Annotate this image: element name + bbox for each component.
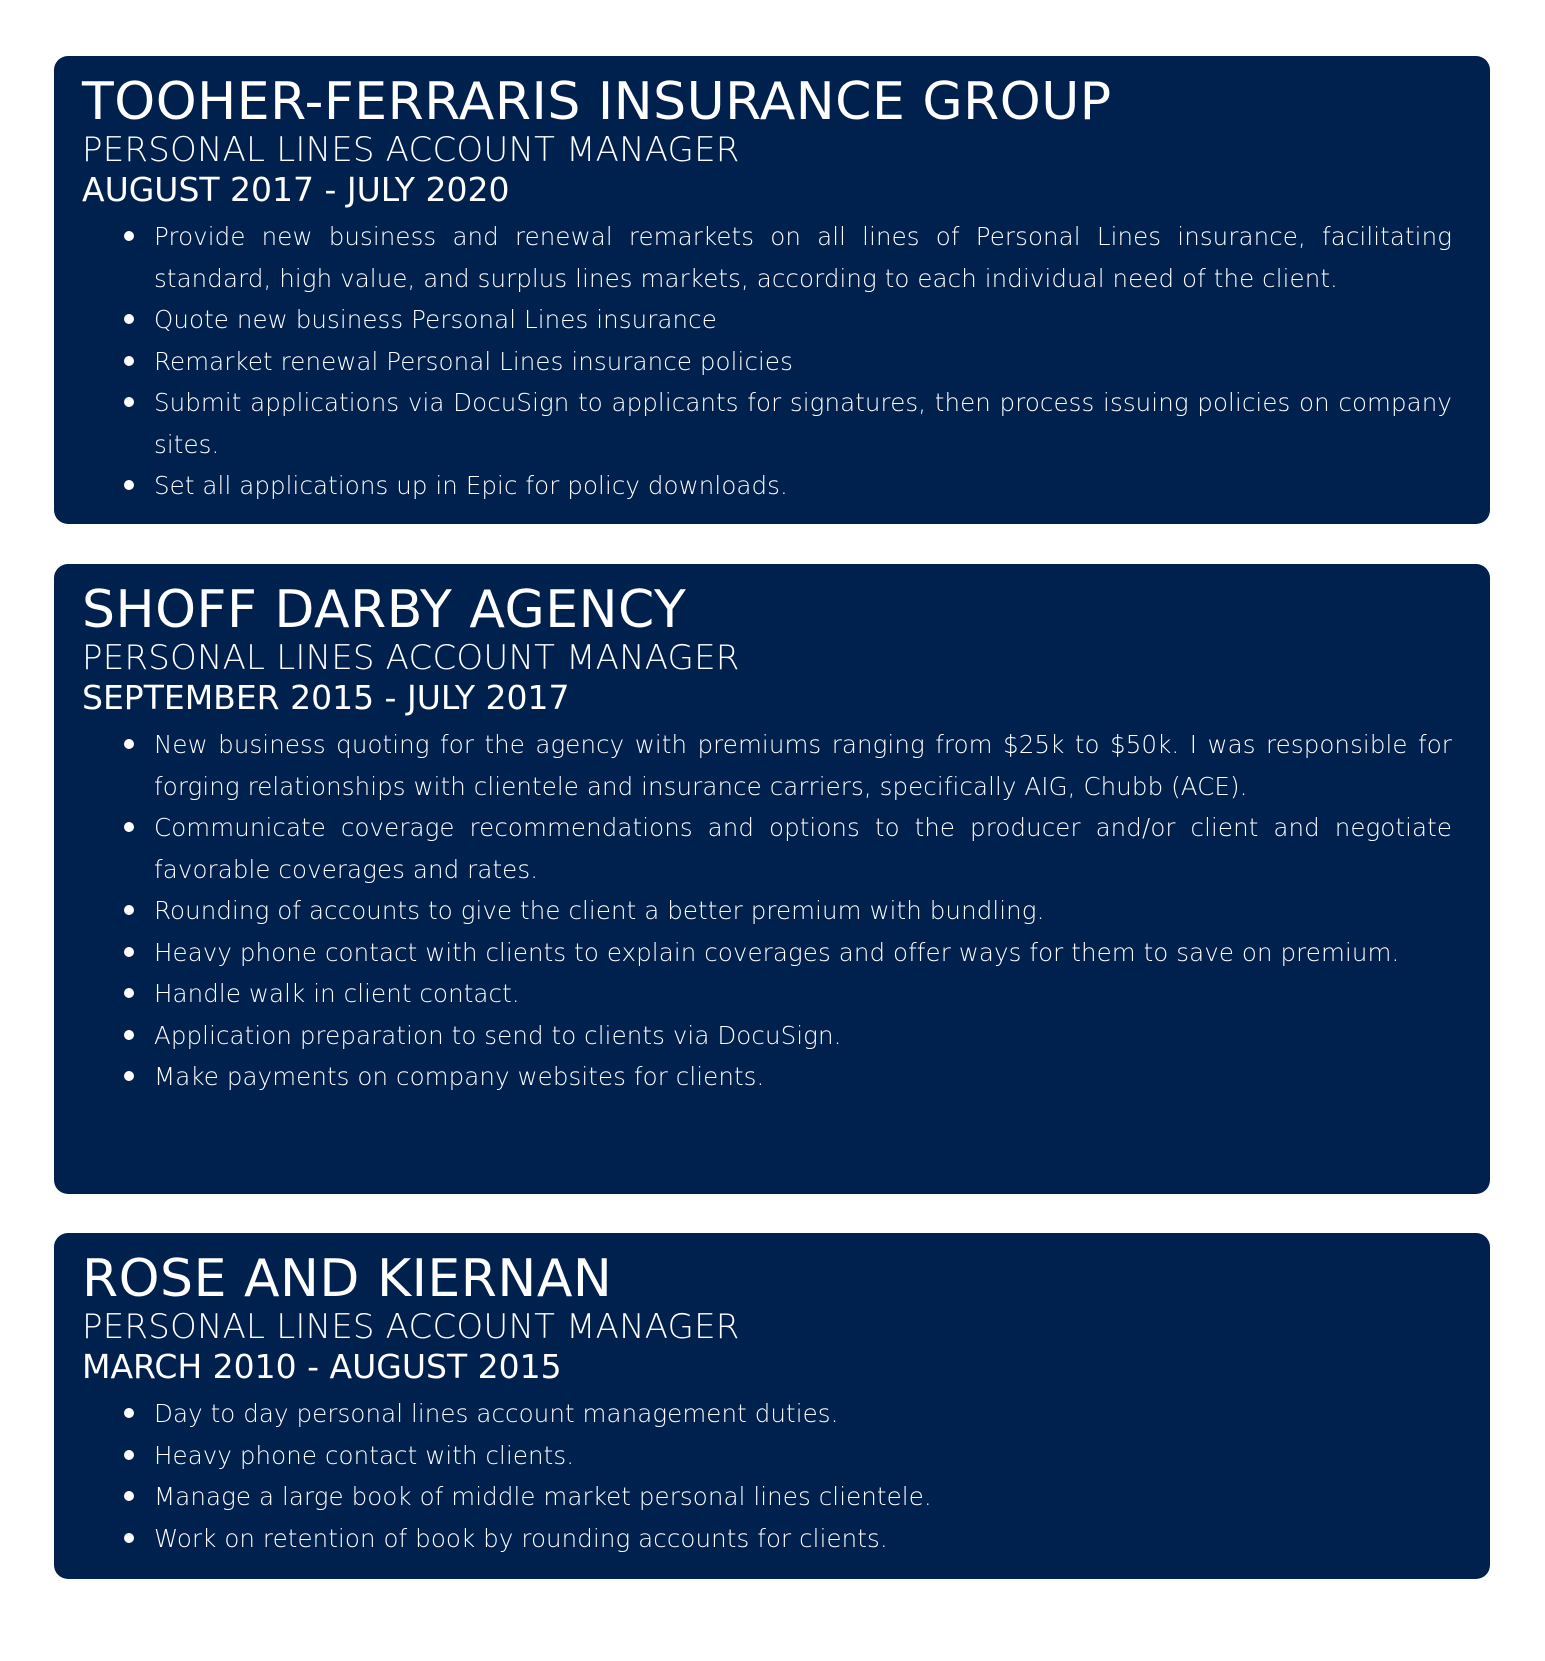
employment-dates: MARCH 2010 - AUGUST 2015 (82, 1347, 562, 1386)
list-item: Handle walk in client contact. (124, 973, 1452, 1015)
list-item: Make payments on company websites for clients. (124, 1056, 1452, 1098)
list-item: Provide new business and renewal remarkets on all lines of Personal Lines insurance, facilitating standard, high value, and surplus lines markets, according to each individual need of the client. (124, 216, 1452, 299)
responsibilities-list (82, 724, 1452, 1098)
job-title: PERSONAL LINES ACCOUNT MANAGER (82, 1307, 740, 1347)
company-name: TOOHER-FERRARIS INSURANCE GROUP (82, 72, 1112, 132)
job-title: PERSONAL LINES ACCOUNT MANAGER (82, 638, 740, 678)
list-item: Heavy phone contact with clients. (124, 1435, 1452, 1477)
employment-dates: SEPTEMBER 2015 - JULY 2017 (82, 678, 570, 717)
list-item: Day to day personal lines account management duties. (124, 1393, 1452, 1435)
list-item: Submit applications via DocuSign to applicants for signatures, then process issuing policies on company sites. (124, 382, 1452, 465)
job-card-shoff-darby (54, 564, 1490, 1194)
list-item: Communicate coverage recommendations and options to the producer and/or client and negotiate favorable coverages and rates. (124, 807, 1452, 890)
job-title: PERSONAL LINES ACCOUNT MANAGER (82, 130, 740, 170)
list-item: Quote new business Personal Lines insurance (124, 299, 1452, 341)
list-item: New business quoting for the agency with premiums ranging from $25k to $50k. I was responsible for forging relationships with clientele and insurance carriers, specifically AIG, Chubb (ACE). (124, 724, 1452, 807)
list-item: Heavy phone contact with clients to explain coverages and offer ways for them to save on premium. (124, 932, 1452, 974)
responsibilities-list (82, 1393, 1452, 1559)
company-name: SHOFF DARBY AGENCY (82, 580, 687, 640)
job-card-tooher-ferraris (54, 56, 1490, 524)
list-item: Application preparation to send to clients via DocuSign. (124, 1015, 1452, 1057)
job-card-rose-and-kiernan (54, 1233, 1490, 1579)
employment-dates: AUGUST 2017 - JULY 2020 (82, 170, 510, 209)
list-item: Work on retention of book by rounding accounts for clients. (124, 1518, 1452, 1560)
list-item: Set all applications up in Epic for policy downloads. (124, 465, 1452, 507)
responsibilities-list (82, 216, 1452, 507)
company-name: ROSE AND KIERNAN (82, 1249, 613, 1309)
list-item: Manage a large book of middle market personal lines clientele. (124, 1476, 1452, 1518)
list-item: Rounding of accounts to give the client a better premium with bundling. (124, 890, 1452, 932)
list-item: Remarket renewal Personal Lines insurance policies (124, 341, 1452, 383)
